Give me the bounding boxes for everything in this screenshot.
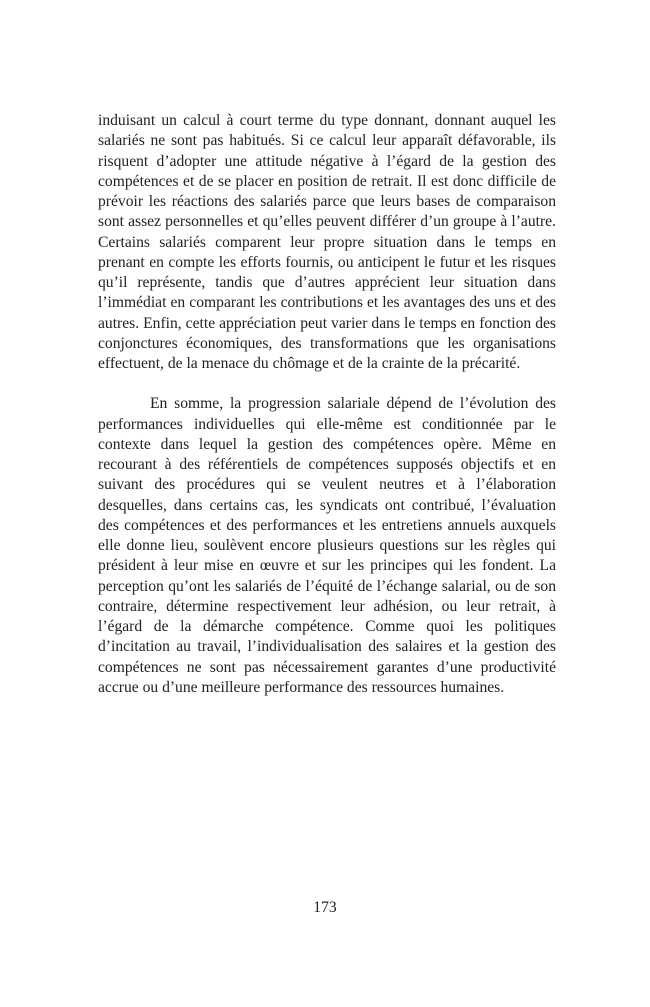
paragraph-2: En somme, la progression salariale dépend de l’évolution des performances individuelles qui elle-même est conditionnée par le contexte dans lequel la gestion des compétences opère. Même en recourant à des référentiels de compétences supposés objectifs et en suivant des procédures qui se veulent neutres et à l’élaboration desquelles, dans certains cas, les syndicats ont contribué, l’évaluation des compétences et des performances et les entretiens annuels auxquels elle donne lieu, soulèvent encore plusieurs questions sur les règles qui président à leur mise en œuvre et sur les principes qui les fondent. La perception qu’ont les salariés de l’équité de l’échange salarial, ou de son contraire, détermine respectivement leur adhésion, ou leur retrait, à l’égard de la démarche compétence. Comme quoi les politiques d’incitation au travail, l’individualisation des salaires et la gestion des compétences ne sont pas nécessairement garantes d’une productivité accrue ou d’une meilleure performance des ressources humaines. — [98, 395, 556, 696]
page-number: 173 — [313, 899, 337, 916]
page-body — [98, 111, 556, 698]
paragraph-1: induisant un calcul à court terme du type donnant, donnant auquel les salariés ne sont pas habitués. Si ce calcul leur apparaît défavorable, ils risquent d’adopter une attitude négative à l’égard de la gestion des compétences et de se placer en position de retrait. Il est donc difficile de prévoir les réactions des salariés parce que leurs bases de comparaison sont assez personnelles et qu’elles peuvent différer d’un groupe à l’autre. Certains salariés comparent leur propre situation dans le temps en prenant en compte les efforts fournis, ou anticipent le futur et les risques qu’il représente, tandis que d’autres apprécient leur situation dans l’immédiat en comparant les contributions et les avantages des uns et des autres. Enfin, cette appréciation peut varier dans le temps en fonction des conjonctures économiques, des transformations que les organisations effectuent, de la menace du chômage et de la crainte de la précarité. — [98, 112, 556, 372]
